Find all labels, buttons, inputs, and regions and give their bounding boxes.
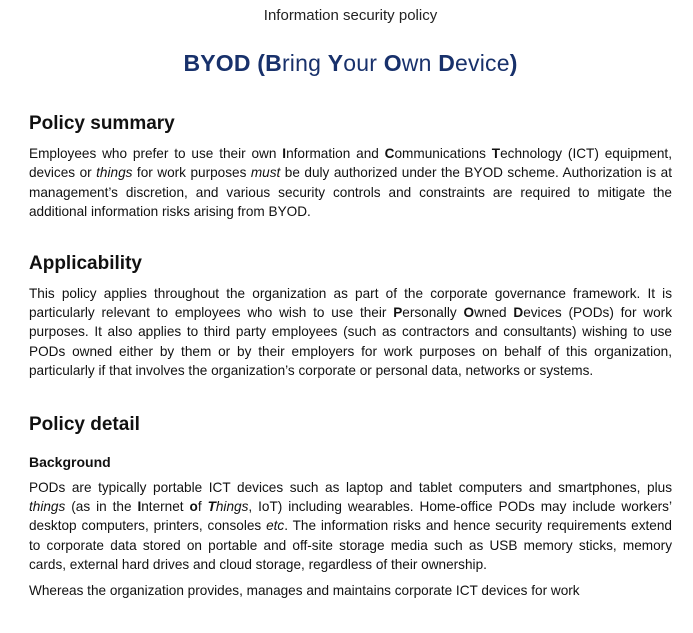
section-heading-policy-summary: Policy summary [29,113,175,134]
text-run-italic: must [250,165,281,181]
text-run: be duly authorized under the BYOD scheme. Authorization is at management’s discretion, and various security controls and constraints are required to mitigate the additional information risks arising from BYOD. [29,165,673,220]
text-run: PODs are typically portable ICT devices such as laptop and tablet computers and smartphones, plus [29,479,672,495]
title-initial: D [438,50,455,76]
section-heading-policy-detail: Policy detail [29,413,140,435]
text-run-bold: C [384,146,395,161]
subheading-background: Background [29,453,111,470]
title-part: our [343,50,384,76]
document-body [29,0,672,600]
title-part: wn [401,50,439,76]
text-run: (as in the [65,499,138,515]
section-heading-applicability: Applicability [29,252,142,274]
title-initial: B [265,50,282,76]
text-run-bold: D [513,305,524,321]
text-run: evices (PODs) for work purposes. It also applies to third party employees (such as contractors and consultants) wishing to use PODs owned either by them or by their employers for work purposes on behalf of this organization, particularly if that involves the organization’s corporate or personal data, networks or systems. [29,305,673,379]
text-run: f [197,499,208,515]
whereas-paragraph: Whereas the organization provides, manages and maintains corporate ICT devices for work [29,582,580,598]
title-part: ) [509,50,518,76]
text-run: for work purposes [132,165,251,181]
title-part: ring [281,50,328,76]
text-run-bold: I [282,146,287,161]
applicability-paragraph [29,284,672,381]
text-run: ommunications [394,146,492,161]
text-run: wned [474,305,514,321]
text-run-bold: I [137,499,142,515]
text-run: This policy applies throughout the organization as part of the corporate governance framework. It is particularly relevant to employees who wish to use their [29,285,672,321]
document-header: Information security policy [263,7,438,24]
text-run: Employees who prefer to use their own [29,146,283,161]
text-run-bold-italic: T [207,499,216,515]
text-run: . The information risks and hence security requirements extend to corporate data stored on portable and off-site storage media such as USB memory sticks, memory cards, external hard drives and cloud storage, regardless of their ownership. [29,518,672,573]
text-run-bold: o [189,499,198,515]
text-run: nformation and [286,146,385,161]
text-run: , IoT) including wearables. Home-office PODs may include workers’ desktop computers, printers, consoles [29,499,672,534]
text-run-italic: etc [266,518,285,534]
text-run-italic: things [29,499,66,515]
title-part: BYOD ( [183,50,266,76]
title-initial: O [383,50,402,76]
text-run: ersonally [402,305,464,321]
text-run-italic: hings [215,499,249,515]
title-initial: Y [327,50,344,76]
text-run: nternet [141,499,190,515]
text-run-bold: O [463,305,475,321]
background-paragraph [29,478,672,575]
text-run-italic: things [96,165,133,181]
document-title [29,48,672,78]
text-run-bold: P [393,305,403,321]
policy-summary-paragraph [29,144,672,222]
text-run-bold: T [491,146,501,161]
title-part: evice [455,50,510,76]
text-run: echnology (ICT) equipment, devices or [29,146,672,181]
